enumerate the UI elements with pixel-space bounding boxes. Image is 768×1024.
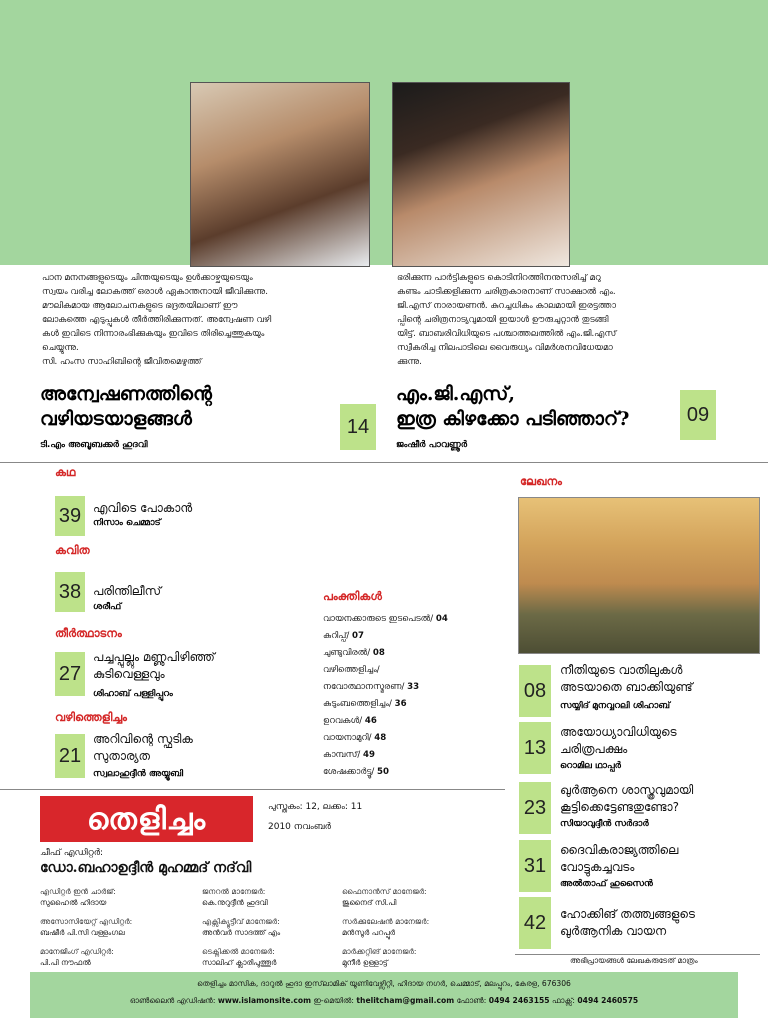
intro-line: സ്വയം വരിച്ച ലോകത്ത് ഒരാൾ ഏകാന്തനായി ജീവിക്കുന്നു. [42,287,268,297]
portrait-photo-hamsa [190,82,370,267]
portrait-photo-mgs [392,82,570,267]
staff-role: ഫൈനാൻസ് മാനേജർ: [342,887,427,896]
article-title[interactable]: നീതിയുടെ വാതിലുകൾ അടയാതെ ബാക്കിയുണ്ട് [560,663,693,694]
intro-line: പാന മനനങ്ങളുടെയും ചിന്തയുടെയും ഉൾക്കാഴ്ചയുടെയും [42,273,253,283]
poem-author: ശരീഫ് [93,602,122,612]
section-heading-story: കഥ [55,465,76,479]
column-item[interactable]: കുടുംബത്തെളിച്ചം/ 36 [323,699,407,709]
staff-role: സർക്കുലേഷൻ മാനേജർ: [342,917,430,926]
story-title[interactable]: എവിടെ പോകാൻ [93,501,193,515]
story-page[interactable]: 39 [55,496,85,536]
staff-role: മാർക്കറ്റിങ് മാനേജർ: [342,947,417,956]
column-item[interactable]: ചുണ്ടുവിരൽ/ 08 [323,648,385,658]
article-title[interactable]: ഹോക്കിങ് തത്ത്വങ്ങളുടെ ഖുർആനിക വായന [560,907,695,938]
footer-address: തെളിച്ചം മാസിക, ദാറുൽ ഹുദാ ഇസ്‌ലാമിക് യൂണിവേഴ്സിറ്റി, ഹിദായ നഗർ, ചെമ്മാട്, മലപ്പുറം, കേരള, 676306 [197,979,571,988]
story-author: നിസാം ചെമ്മാട് [93,518,161,528]
feature-title-right[interactable]: എം.ജി.എസ്, ഇത്ര കിഴക്കോ പടിഞ്ഞാറ്? [396,383,630,430]
intro-line: ജി.എസ് നാരായണൻ. കുറച്ചധികം കാലമായി ഇരട്ടത്താ [397,301,616,311]
masthead-divider [0,789,505,790]
intro-line: മൗലികമായ ആലോചനകളുടെ ഭദ്രതയിലാണ് ഈ [42,301,238,311]
article-author: സയ്യിദ് മുനവ്വറലി ശിഹാബ് [560,701,670,711]
article-title[interactable]: ഖുർആനെ ശാസ്ത്രവുമായി കൂട്ടിക്കെട്ടേണ്ടതുണ്ടോ? [560,783,694,814]
column-item[interactable]: നവോത്ഥാനസ്മരണ/ 33 [323,682,420,692]
magazine-logo: തെളിച്ചം [40,796,253,842]
column-item[interactable]: കാമ്പസ്/ 49 [323,750,375,760]
article-page[interactable]: 31 [519,840,551,892]
issue-date: 2010 നവംബർ [268,822,331,832]
section-divider [0,462,768,463]
staff-name: സാലിഹ് ക്ലാരിപുത്തൂർ [202,958,277,967]
column-item[interactable]: വഴിത്തെളിച്ചം/ [323,665,380,675]
article-title[interactable]: ദൈവികരാജ്യത്തിലെ വോട്ടുകച്ചവടം [560,843,679,874]
column-item[interactable]: ശേഷക്കാർട്ടൂ/ 50 [323,767,389,777]
article-author: സിയാവുദ്ദീൻ സർദാർ [560,819,649,829]
article-page[interactable]: 42 [519,897,551,949]
feature-intro-left [42,271,372,369]
intro-line: സി. ഹംസ സാഹിബിന്റെ ജീവിതമെഴുത്ത് [42,357,202,367]
staff-role: മാനേജിംഗ് എഡിറ്റർ: [40,947,114,956]
pilgrimage-author: ശിഹാബ് പള്ളിപ്പുറം [93,689,173,699]
feature-page-right[interactable]: 09 [680,390,716,440]
intro-line: ചെയ്യുന്നു. [42,343,79,353]
chief-editor-name: ഡോ.ബഹാഉദ്ദീൻ മുഹമ്മദ് നദ്‌വി [40,860,252,876]
article-author: അൽതാഫ് ഹുസൈൻ [560,879,653,889]
section-heading-columns: പംക്തികൾ [323,589,382,603]
staff-name: അൻവർ സാദത്ത് എം [202,928,281,937]
fax-number: 0494 2460575 [577,996,639,1005]
staff-name: മൻസൂർ പറപ്പൂർ [342,928,396,937]
staff-role: എഡിറ്റർ ഇൻ ചാർജ്: [40,887,116,896]
staff-name: പി.പി നൗഫൽ [40,958,91,967]
chief-editor-label: ചീഫ് എഡിറ്റർ: [40,848,104,858]
columns-list [323,611,513,781]
feature-title-left[interactable]: അന്വേഷണത്തിന്റെ വഴിയടയാളങ്ങൾ [40,383,212,430]
section-heading-poem: കവിത [55,543,90,557]
article-author: റൊമില ഥാപ്പർ [560,761,621,771]
staff-name: ബഷീർ പി.സി വള്ളംഗല [40,928,125,937]
intro-line: കൾ ഇവിടെ നിന്നാരംഭിക്കുകയും ഇവിടെ തിരിച്ചെത്തുകയും [42,329,265,339]
articles-photo [518,497,760,654]
staff-role: ജനറൽ മാനേജർ: [202,887,266,896]
staff-name: കെ.നുറുദ്ദീൻ ഹുദവി [202,898,268,907]
feature-author-right: ജംഷീർ പാവണ്ണൂർ [396,440,467,450]
article-page[interactable]: 13 [519,722,551,774]
website-link[interactable]: www.islamonsite.com [217,996,312,1005]
footer-contact: ഓൺലൈൻ എഡിഷൻ: www.islamonsite.com ഇ-മെയിൽ: thelitcham@gmail.com ഫോൺ: 0494 2463155 ഫാക്സ്: 0494 2460575 [129,996,639,1005]
article-page[interactable]: 23 [519,782,551,834]
guidance-author: സ്വലാഹുദ്ദീൻ അയ്യൂബി [93,769,184,779]
intro-line: ക്കുന്നു. [397,357,422,367]
section-heading-articles: ലേഖനം [520,474,562,488]
disclaimer: അഭിപ്രായങ്ങൾ ലേഖകരുടേത് മാത്രം [570,956,698,965]
guidance-title[interactable]: അറിവിന്റെ സ്ഫടിക സുതാര്യത [93,732,193,763]
staff-name: ജുനൈദ് സി.പി [342,898,397,907]
staff-role: ടെക്നിക്കൽ മാനേജർ: [202,947,275,956]
staff-role: എക്സിക്യൂട്ടീവ് മാനേജർ: [202,917,280,926]
intro-line: സ്വീകരിച്ച നിലപാടിലെ വൈരുധ്യം വിമർശനവിധേയമാ [397,343,613,353]
poem-page[interactable]: 38 [55,572,85,612]
pilgrimage-title[interactable]: പച്ചപ്പുല്ലും മണ്ണുപിഴിഞ്ഞ് കുടിവെള്ളവും [93,650,215,681]
staff-role: അസോസിയേറ്റ് എഡിറ്റർ: [40,917,133,926]
intro-line: കണ്ടം ചാടിക്കളിക്കുന്ന ചരിത്രകാരനാണ് സാക്ഷാൽ എം. [397,287,616,297]
section-heading-pilgrimage: തീർത്ഥാടനം [55,626,122,640]
feature-intro-right [397,271,737,369]
header-band [0,0,768,265]
article-page[interactable]: 08 [519,665,551,717]
article-title[interactable]: അയോധ്യാവിധിയുടെ ചരിത്രപക്ഷം [560,725,677,756]
intro-line: ലോകത്തെ എടുപ്പുകൾ തീർത്തിരിക്കുന്നത്. അന്വേഷണ വഴി [42,315,272,325]
feature-author-left: ടി.എം അബൂബക്കർ ഹുദവി [40,440,148,450]
poem-title[interactable]: പരിന്തിലീസ് [93,584,162,598]
guidance-page[interactable]: 21 [55,734,85,778]
articles-divider [515,954,760,955]
staff-name: സുഹൈൽ ഹിദായ [40,898,107,907]
staff-name: മുനീർ ഉള്ളാട്ട് [342,958,388,967]
phone-number: 0494 2463155 [488,996,550,1005]
column-item[interactable]: ഉറവകൾ/ 46 [323,716,377,726]
column-item[interactable]: വായനാമുറി/ 48 [323,733,387,743]
intro-line: യിട്ട്. ബാബരിവിധിയുടെ പശ്ചാത്തലത്തിൽ എം.ജി.എസ് [397,329,617,339]
pilgrimage-page[interactable]: 27 [55,652,85,696]
email-link[interactable]: thelitcham@gmail.com [356,996,455,1005]
intro-line: പ്പിന്റെ ചരിത്രനാട്യവുമായി ഇയാൾ ഊരുചുറ്റാൻ തുടങ്ങി [397,315,609,325]
section-heading-guidance: വഴിത്തെളിച്ചം [55,710,127,724]
column-item[interactable]: കുറിപ്പ്/ 07 [323,631,364,641]
feature-page-left[interactable]: 14 [340,404,376,450]
column-item[interactable]: വായനക്കാരുടെ ഇടപെടൽ/ 04 [323,614,448,624]
staff-list [40,886,510,968]
volume-issue: പുസ്തകം: 12, ലക്കം: 11 [268,802,363,812]
intro-line: ഭരിക്കുന്ന പാർട്ടികളുടെ കൊടിനിറത്തിനനുസരിച്ച് മറു [397,273,601,283]
